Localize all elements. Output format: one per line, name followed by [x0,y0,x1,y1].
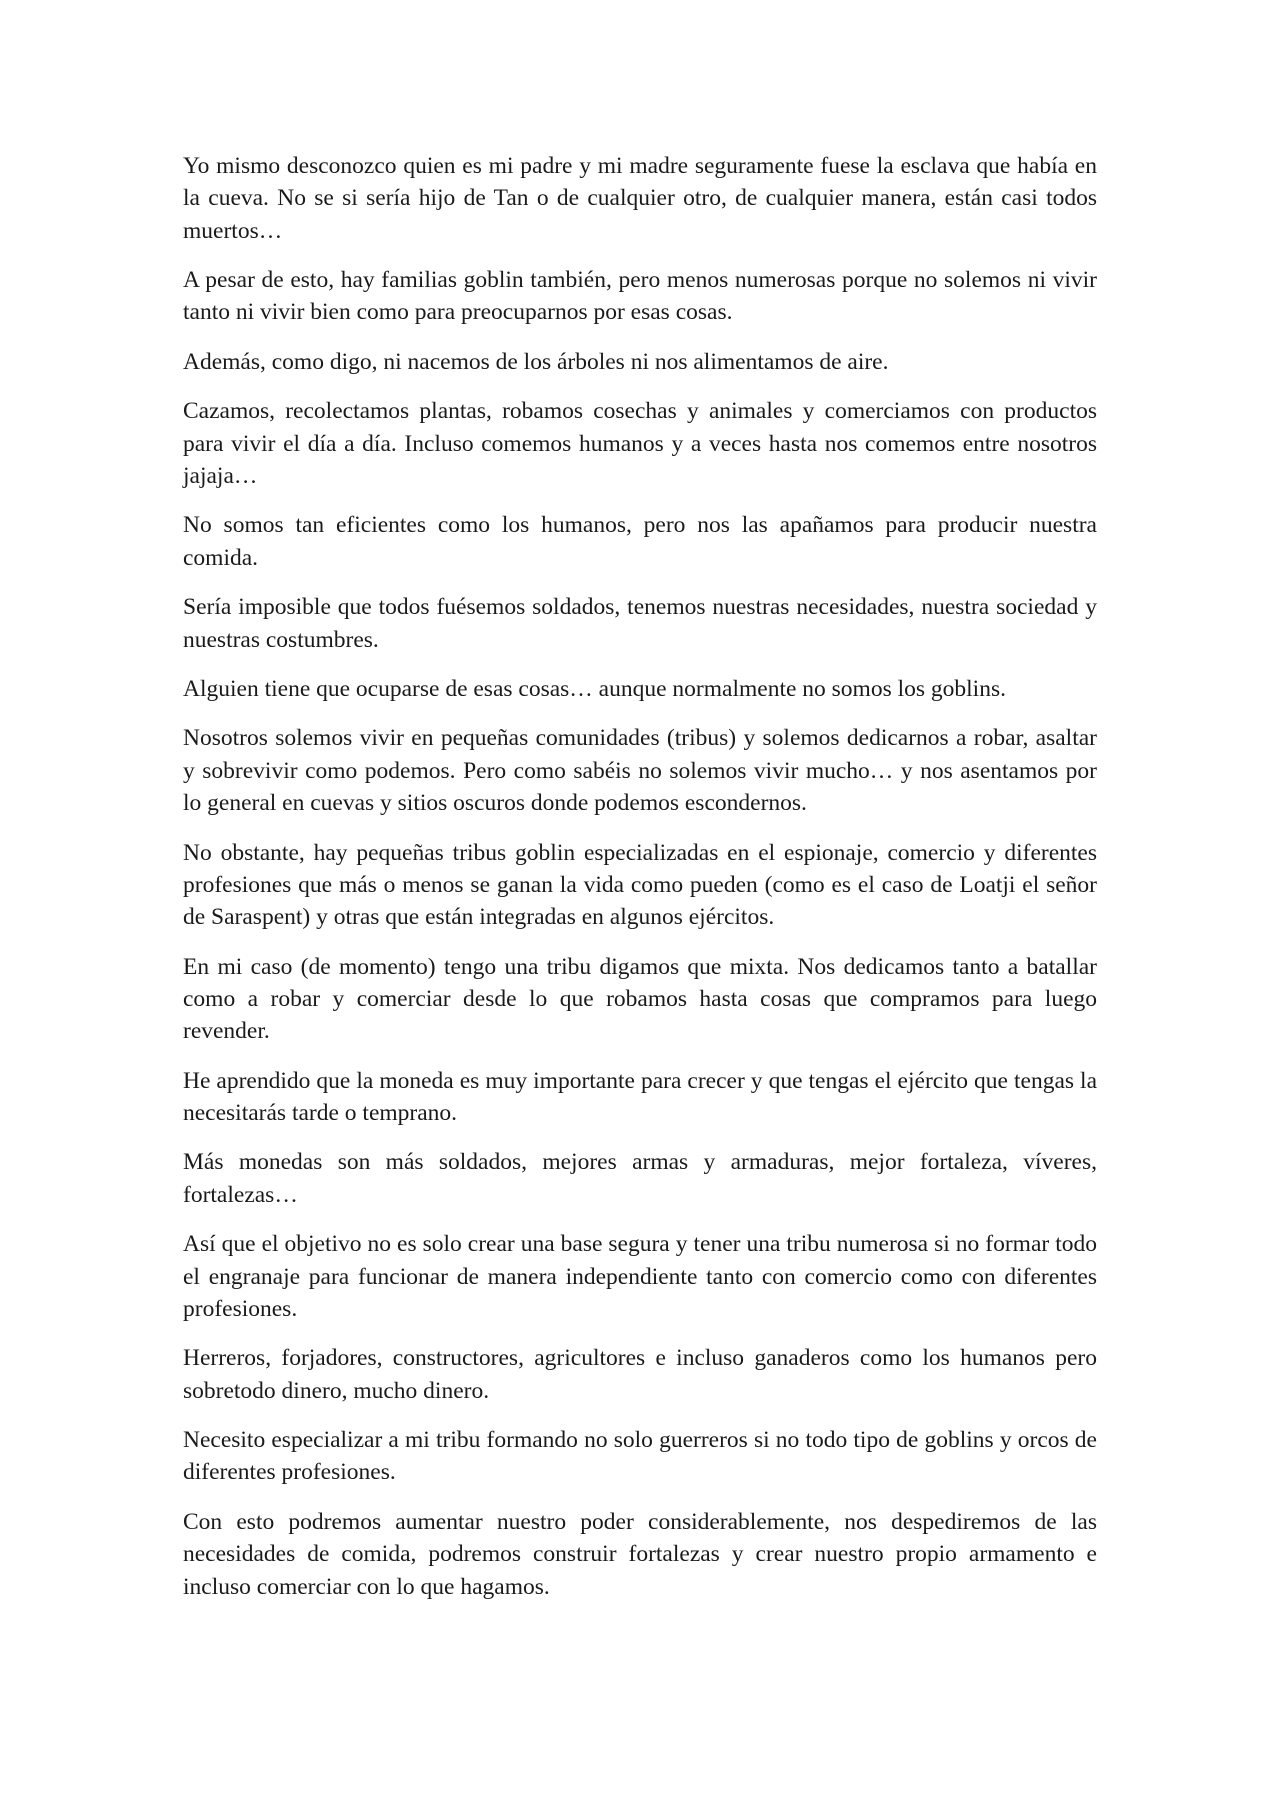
paragraph-7: Alguien tiene que ocuparse de esas cosas… aunque normalmente no somos los goblins. [183,675,1006,702]
paragraph-12: Más monedas son más soldados, mejores armas y armaduras, mejor fortaleza, víveres, fortalezas… [183,1149,1097,1208]
paragraph-1: Yo mismo desconozco quien es mi padre y mi madre seguramente fuese la esclava que había en la cueva. No se si sería hijo de Tan o de cualquier otro, de cualquier manera, están casi todos muertos… [183,153,1097,244]
paragraph-10: En mi caso (de momento) tengo una tribu digamos que mixta. Nos dedicamos tanto a batallar como a robar y comerciar desde lo que robamos hasta cosas que compramos para luego revender. [183,953,1097,1045]
paragraph-13: Así que el objetivo no es solo crear una base segura y tener una tribu numerosa si no formar todo el engranaje para funcionar de manera independiente tanto con comercio como con diferentes profesiones. [183,1231,1097,1322]
paragraph-15: Necesito especializar a mi tribu formando no solo guerreros si no todo tipo de goblins y orcos de diferentes profesiones. [183,1427,1097,1486]
paragraph-3: Además, como digo, ni nacemos de los árboles ni nos alimentamos de aire. [183,348,889,375]
paragraph-14: Herreros, forjadores, constructores, agricultores e incluso ganaderos como los humanos pero sobretodo dinero, mucho dinero. [183,1345,1097,1404]
paragraph-9: No obstante, hay pequeñas tribus goblin especializadas en el espionaje, comercio y diferentes profesiones que más o menos se ganan la vida como pueden (como es el caso de Loatji el señor de Saraspent) y otras que están integradas en algunos ejércitos. [183,839,1097,931]
paragraph-11: He aprendido que la moneda es muy importante para crecer y que tengas el ejército que tengas la necesitarás tarde o temprano. [183,1067,1097,1126]
text-body [183,150,1097,1620]
paragraph-8: Nosotros solemos vivir en pequeñas comunidades (tribus) y solemos dedicarnos a robar, asaltar y sobrevivir como podemos. Pero como sabéis no solemos vivir mucho… y nos asentamos por lo general en cuevas y sitios oscuros donde podemos escondernos. [183,725,1097,817]
paragraph-5: No somos tan eficientes como los humanos, pero nos las apañamos para producir nuestra comida. [183,512,1097,571]
paragraph-4: Cazamos, recolectamos plantas, robamos cosechas y animales y comerciamos con productos para vivir el día a día. Incluso comemos humanos y a veces hasta nos comemos entre nosotros jajaja… [183,398,1097,489]
paragraph-16: Con esto podremos aumentar nuestro poder considerablemente, nos despediremos de las necesidades de comida, podremos construir fortalezas y crear nuestro propio armamento e incluso comerciar con lo que hagamos. [183,1508,1097,1600]
paragraph-6: Sería imposible que todos fuésemos soldados, tenemos nuestras necesidades, nuestra sociedad y nuestras costumbres. [183,594,1097,653]
paragraph-2: A pesar de esto, hay familias goblin también, pero menos numerosas porque no solemos ni vivir tanto ni vivir bien como para preocuparnos por esas cosas. [183,267,1097,326]
